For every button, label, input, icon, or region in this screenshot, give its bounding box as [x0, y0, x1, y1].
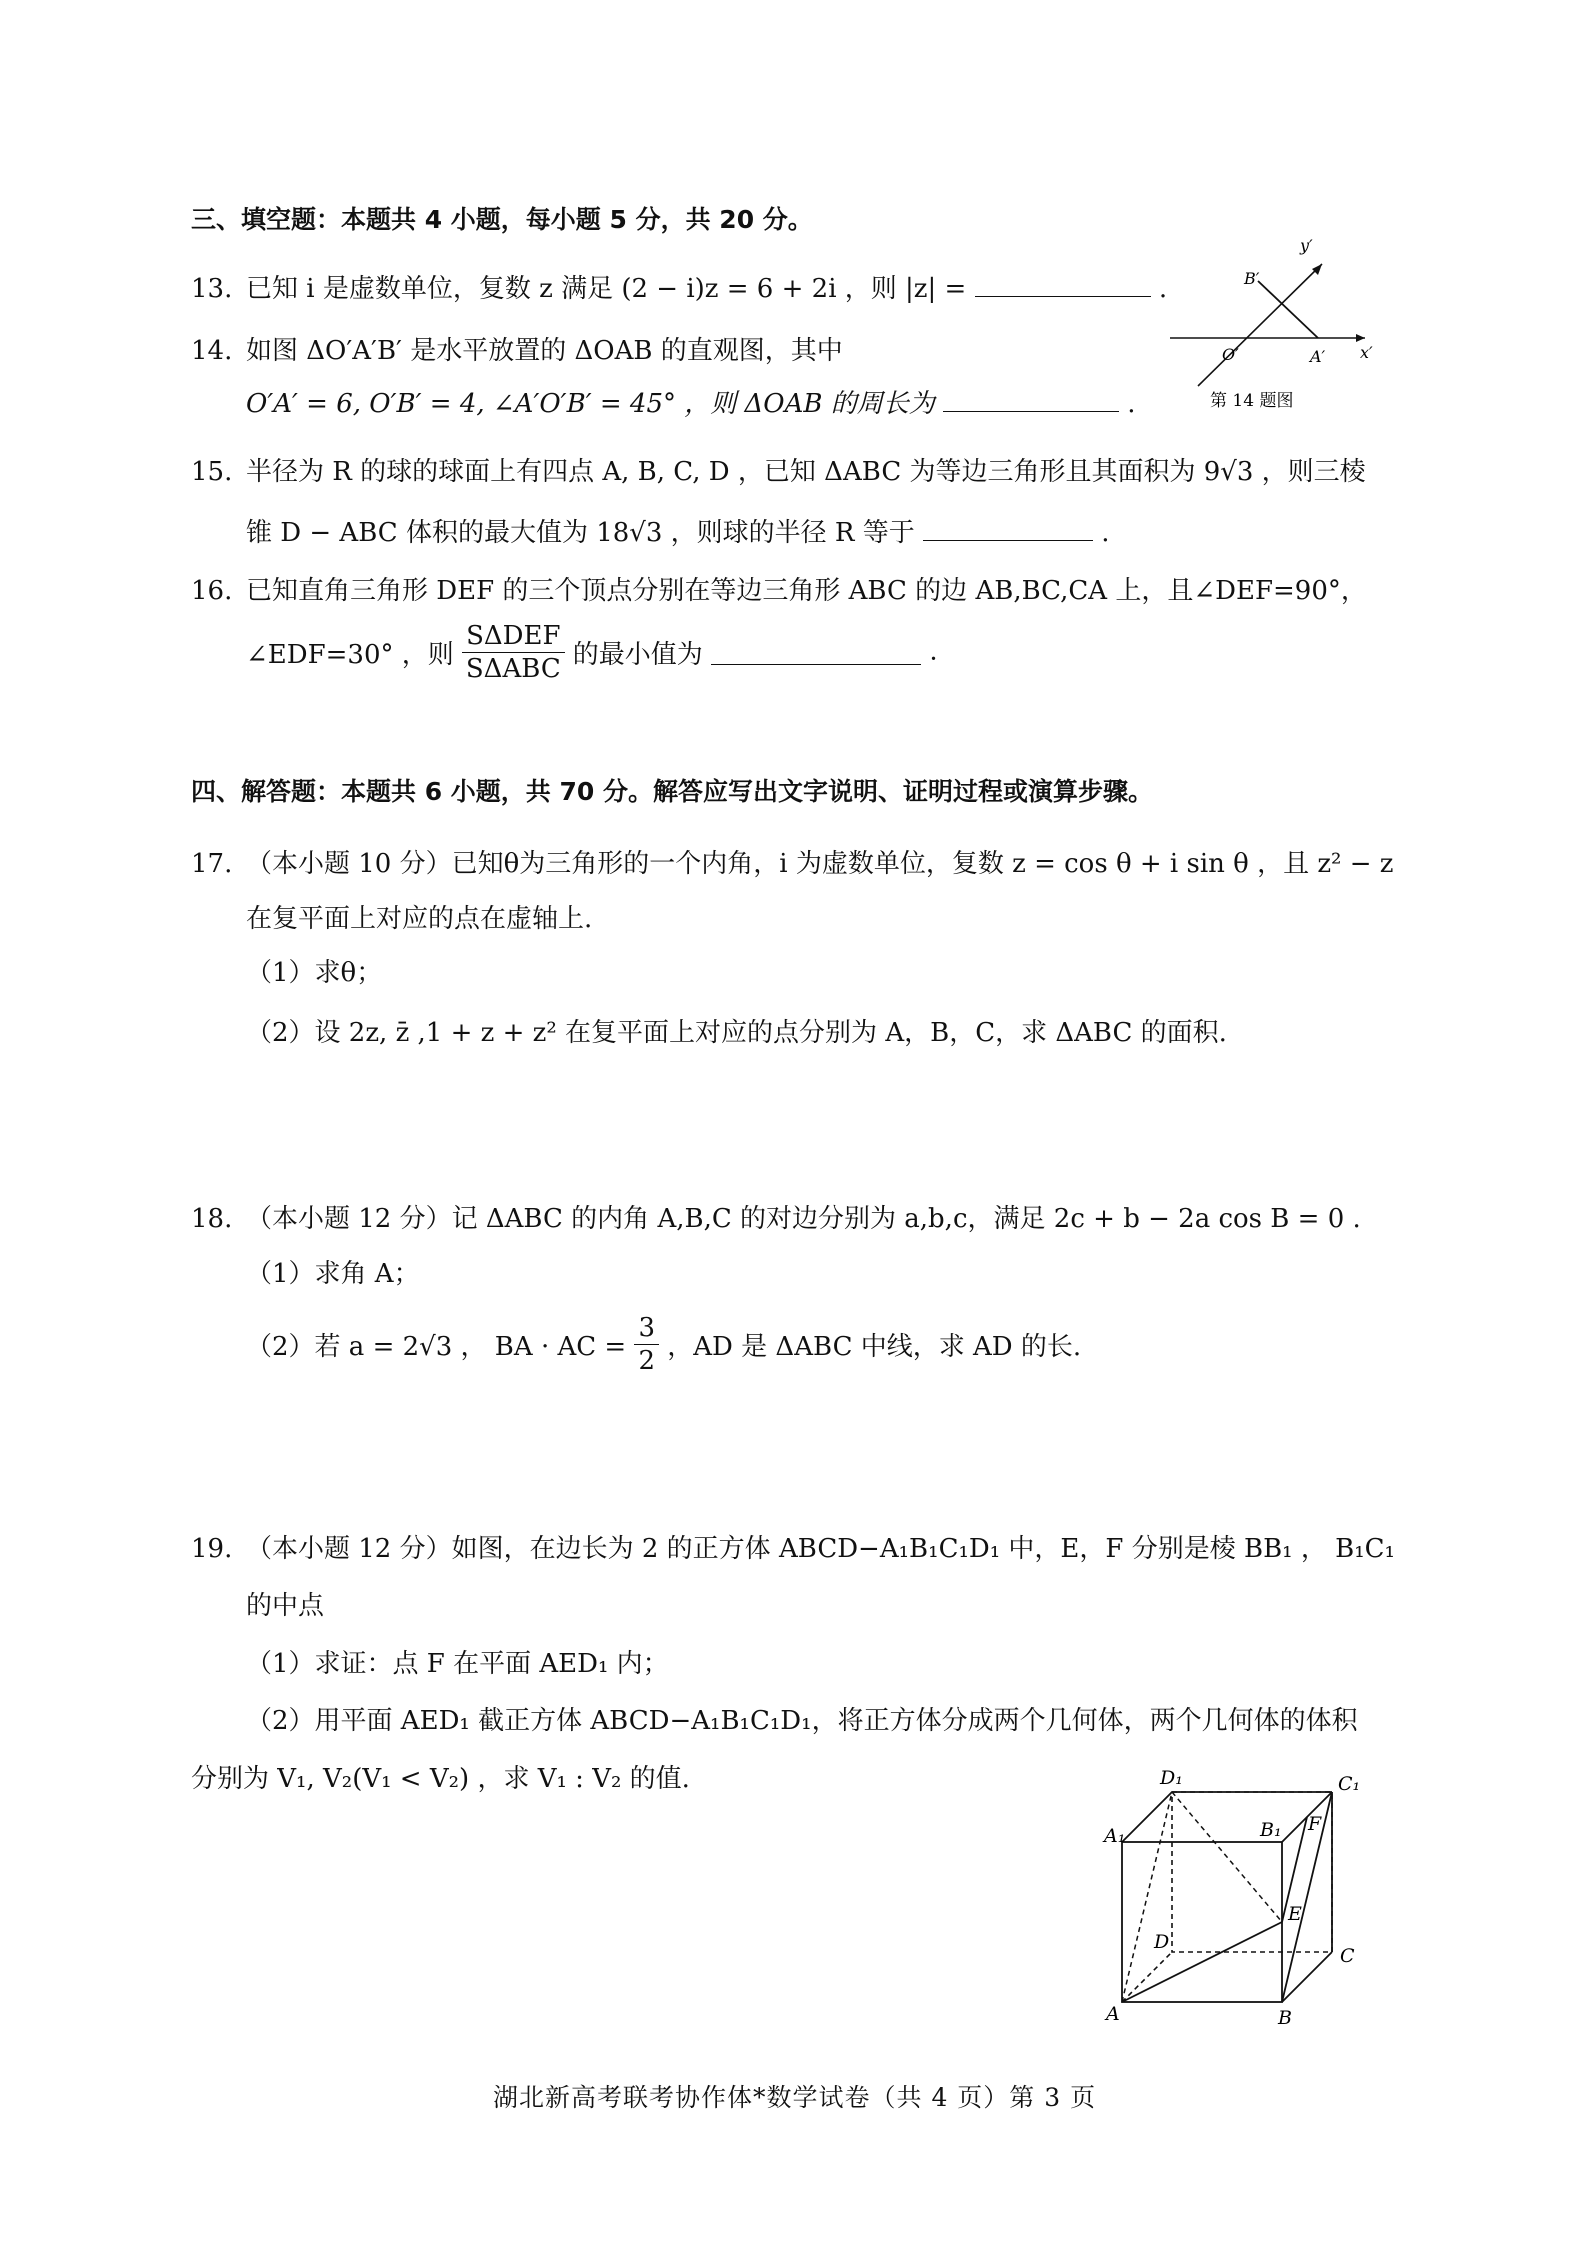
- question-18-part-2-post: ，AD 是 ΔABC 中线，求 AD 的长.: [667, 1332, 1082, 1362]
- label-b: B: [1278, 2007, 1292, 2029]
- question-15-line-2: 锥 D − ABC 体积的最大值为 18√3 ，则球的半径 R 等于: [246, 518, 915, 548]
- label-f: F: [1308, 1813, 1322, 1835]
- question-15: [191, 451, 1366, 488]
- question-number: 18.: [191, 1204, 233, 1234]
- question-number: 19.: [191, 1534, 233, 1564]
- label-e: E: [1288, 1903, 1302, 1925]
- label-y-prime: y′: [1300, 236, 1313, 255]
- question-16-line-1: 已知直角三角形 DEF 的三个顶点分别在等边三角形 ABC 的边 AB,BC,CA 上，且∠DEF=90°，: [246, 576, 1367, 606]
- question-14-line-2-wrap: O′A′ = 6, O′B′ = 4, ∠A′O′B′ = 45° ，则 ΔOAB 的周长为 .: [246, 389, 1136, 419]
- label-b-prime: B′: [1244, 269, 1260, 288]
- question-18-part-2-pre: （2）若 a = 2√3 ， BA · AC =: [246, 1332, 627, 1362]
- question-14-line-1: 如图 ΔO′A′B′ 是水平放置的 ΔOAB 的直观图，其中: [246, 336, 843, 366]
- edge-a-d-hidden: [1122, 1952, 1172, 2002]
- answer-blank: [923, 516, 1093, 541]
- question-15-line-1: 半径为 R 的球的球面上有四点 A, B, C, D ，已知 ΔABC 为等边三角形且其面积为 9√3 ，则三棱: [246, 457, 1366, 487]
- section-3-heading: 三、填空题：本题共 4 小题，每小题 5 分，共 20 分。: [191, 205, 813, 234]
- label-a-prime: A′: [1310, 347, 1326, 366]
- question-18-part-1: （1）求角 A；: [246, 1259, 420, 1289]
- edge-b-c: [1282, 1952, 1332, 2002]
- question-18: [191, 1198, 1361, 1235]
- label-c: C: [1340, 1945, 1355, 1967]
- front-face: [1122, 1842, 1282, 2002]
- x-axis-arrow: [1356, 334, 1365, 342]
- fraction-numerator: SΔDEF: [462, 620, 564, 653]
- label-b1: B₁: [1260, 1819, 1282, 1841]
- question-16-line-2-post: 的最小值为: [572, 640, 703, 670]
- area-ratio-fraction: [462, 620, 564, 685]
- question-17-line-1: （本小题 10 分）已知θ为三角形的一个内角，i 为虚数单位，复数 z = cos θ + i sin θ ，且 z² − z: [246, 849, 1394, 879]
- question-13-text: 已知 i 是虚数单位，复数 z 满足 (2 − i)z = 6 + 2i ，则 |z| =: [246, 274, 967, 304]
- question-19-part-2: （2）用平面 AED₁ 截正方体 ABCD−A₁B₁C₁D₁，将正方体分成两个几何体，两个几何体的体积: [246, 1706, 1358, 1736]
- question-13: 13. 已知 i 是虚数单位，复数 z 满足 (2 − i)z = 6 + 2i ，则 |z| = .: [191, 274, 1168, 304]
- question-16-line-2: ∠EDF=30° ，则 $\frac{\text{SΔDEF}}{\text{SΔABC}}$ 的最小值为 .: [246, 621, 938, 684]
- question-17-line-2: 在复平面上对应的点在虚轴上.: [246, 904, 593, 934]
- label-c1: C₁: [1338, 1773, 1361, 1795]
- question-17-part-2: （2）设 2z, z̄ ,1 + z + z² 在复平面上对应的点分别为 A，B，C，求 ΔABC 的面积.: [246, 1018, 1227, 1048]
- question-19-line-2: 的中点: [246, 1591, 325, 1621]
- question-18-line-1: （本小题 12 分）记 ΔABC 的内角 A,B,C 的对边分别为 a,b,c，满足 2c + b − 2a cos B = 0 .: [246, 1204, 1361, 1234]
- fraction-three-halves: [634, 1312, 659, 1377]
- question-19-part-2-cont: 分别为 V₁, V₂(V₁ < V₂) ，求 V₁ : V₂ 的值.: [191, 1764, 690, 1794]
- question-number: 14.: [191, 336, 233, 366]
- question-19: [191, 1528, 1395, 1565]
- segment-b-a: [1258, 281, 1318, 338]
- fraction-denominator: SΔABC: [465, 654, 561, 684]
- question-16-line-2-pre: ∠EDF=30° ，则: [246, 640, 454, 670]
- label-d1: D₁: [1160, 1767, 1183, 1789]
- page-footer: 湖北新高考联考协作体*数学试卷（共 4 页）第 3 页: [493, 2083, 1097, 2112]
- question-number: 15.: [191, 457, 233, 487]
- label-a1: A₁: [1104, 1825, 1126, 1847]
- question-19-part-1: （1）求证：点 F 在平面 AED₁ 内；: [246, 1649, 669, 1679]
- label-d: D: [1154, 1931, 1170, 1953]
- question-17-part-1: （1）求θ；: [246, 958, 383, 988]
- answer-blank: [975, 272, 1151, 297]
- cube-figure: [1104, 1762, 1394, 2029]
- line-a-d1-hidden: [1122, 1792, 1172, 2002]
- question-14-line-2: O′A′ = 6, O′B′ = 4, ∠A′O′B′ = 45° ，则 ΔOAB 的周长为: [246, 389, 935, 419]
- question-number: 17.: [191, 849, 233, 879]
- question-15-line-2-wrap: 锥 D − ABC 体积的最大值为 18√3 ，则球的半径 R 等于 .: [246, 518, 1110, 548]
- question-16: [191, 570, 1367, 607]
- line-b-c1: [1282, 1792, 1332, 2002]
- label-a: A: [1106, 2003, 1120, 2025]
- question-14: [191, 330, 843, 367]
- question-18-part-2: [246, 1312, 1081, 1377]
- figure-14: [1160, 236, 1390, 416]
- line-a-e: [1122, 1922, 1282, 2002]
- label-x-prime: x′: [1360, 343, 1373, 362]
- question-number: 16.: [191, 576, 233, 606]
- figure-14-caption: 第 14 题图: [1210, 391, 1294, 411]
- question-19-line-1: （本小题 12 分）如图，在边长为 2 的正方体 ABCD−A₁B₁C₁D₁ 中，E，F 分别是棱 BB₁ ， B₁C₁: [246, 1534, 1395, 1564]
- label-o-prime: O′: [1222, 345, 1239, 364]
- fraction-denominator: 2: [638, 1346, 656, 1376]
- answer-blank: [711, 640, 921, 665]
- question-number: 13.: [191, 274, 233, 304]
- answer-blank: [943, 387, 1119, 412]
- edge-a1-d1: [1122, 1792, 1172, 1842]
- section-4-heading: 四、解答题：本题共 6 小题，共 70 分。解答应写出文字说明、证明过程或演算步骤。: [191, 777, 1154, 806]
- question-17: [191, 843, 1393, 880]
- line-d1-e-hidden: [1172, 1792, 1282, 1922]
- fraction-numerator: 3: [634, 1312, 659, 1345]
